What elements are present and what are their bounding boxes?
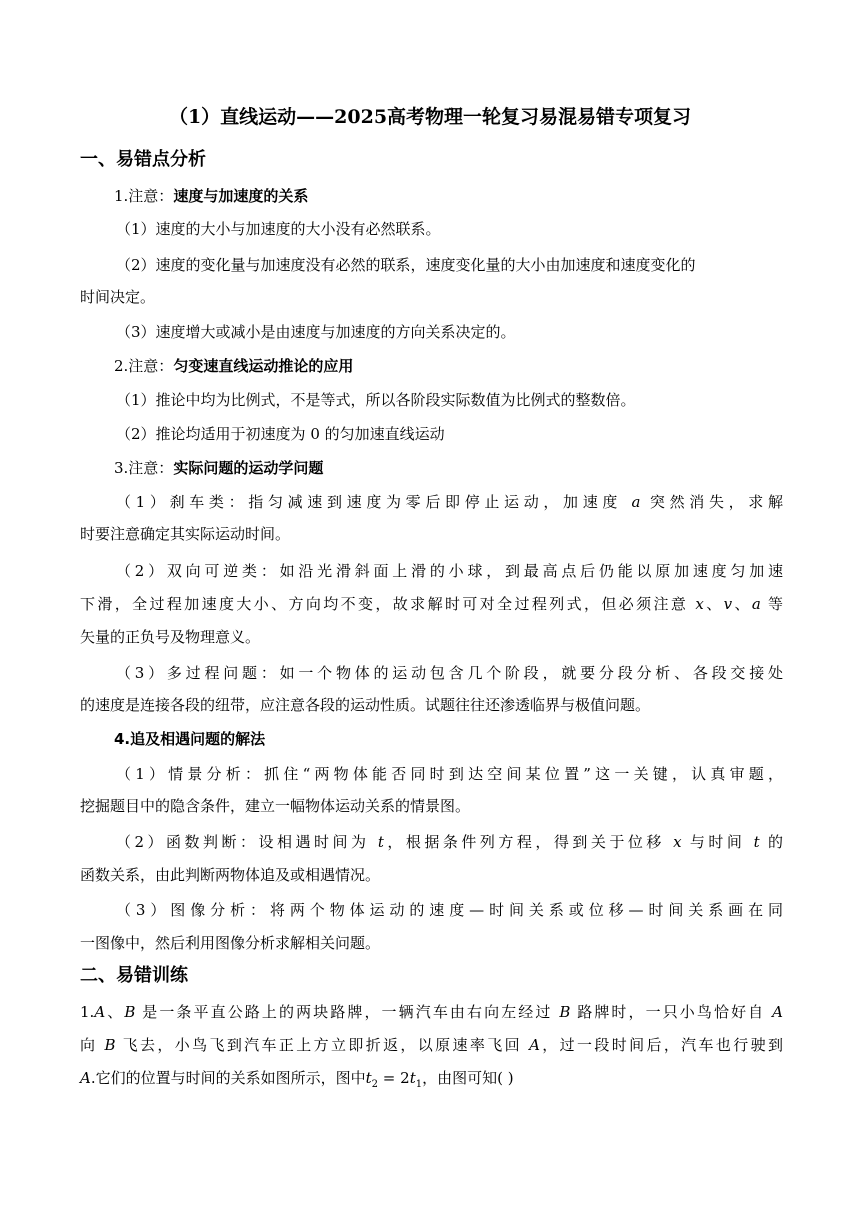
point3-item2: （2）双向可逆类：如沿光滑斜面上滑的小球，到最高点后仍能以原加速度匀加速: [116, 562, 783, 580]
point3-heading: [80, 457, 817, 479]
point2-title: 匀变速直线运动推论的应用: [173, 357, 354, 375]
point3-prefix: 3.注意：: [114, 459, 174, 477]
question1-line2: 向 B 飞去，小鸟飞到汽车正上方立即折返，以原速率飞回 A，过一段时间后，汽车也行驶到: [80, 1036, 783, 1054]
document-title: （1）直线运动——2025高考物理一轮复习易混易错专项复习: [168, 106, 692, 128]
point2-item2: （2）推论均适用于初速度为 0 的匀加速直线运动: [116, 425, 445, 443]
point2-heading: [80, 355, 817, 377]
point4-heading: 4.追及相遇问题的解法: [114, 730, 266, 748]
point3-item1-cont: 时要注意确定其实际运动时间。: [80, 525, 291, 543]
point3-item2-line3: 矢量的正负号及物理意义。: [80, 628, 261, 646]
var-t2: t: [753, 833, 760, 851]
point3-title: 实际问题的运动学问题: [173, 459, 324, 477]
point1-item2: （2）速度的变化量与加速度没有必然的联系，速度变化量的大小由加速度和速度变化的: [116, 256, 696, 274]
point1-item1: （1）速度的大小与加速度的大小没有必然联系。: [116, 220, 441, 238]
point4-item3-cont: 一图像中，然后利用图像分析求解相关问题。: [80, 934, 381, 952]
point4-item3: （3）图像分析：将两个物体运动的速度—时间关系或位移—时间关系画在同: [116, 901, 783, 919]
point4-item1: （1）情景分析：抓住“两物体能否同时到达空间某位置”这一关键，认真审题，: [116, 765, 783, 783]
var-a2: a: [751, 595, 761, 613]
point1-item3: （3）速度增大或减小是由速度与加速度的方向关系决定的。: [116, 323, 516, 341]
question1-line3: A.它们的位置与时间的关系如图所示，图中$t_2 = 2t_1$，由图可知( ): [80, 1069, 514, 1090]
point1-title: 速度与加速度的关系: [173, 187, 309, 205]
var-a: a: [631, 493, 641, 511]
point4-item2: （2）函数判断：设相遇时间为 t，根据条件列方程，得到关于位移 x 与时间 t 的: [116, 833, 783, 851]
var-x: x: [695, 595, 704, 613]
point1-heading: [80, 185, 817, 207]
var-x2: x: [673, 833, 682, 851]
point1-item2-cont: 时间决定。: [80, 288, 156, 306]
question1-line1: 1.A、B 是一条平直公路上的两块路牌，一辆汽车由右向左经过 B 路牌时，一只小鸟恰好自 A: [80, 1003, 783, 1021]
point1-prefix: 1.注意：: [114, 187, 174, 205]
point3-item3-cont: 的速度是连接各段的纽带，应注意各段的运动性质。试题往往还渗透临界与极值问题。: [80, 696, 651, 714]
point2-prefix: 2.注意：: [114, 357, 174, 375]
section-heading-analysis: 一、易错点分析: [80, 149, 206, 170]
point4-item2-cont: 函数关系，由此判断两物体追及或相遇情况。: [80, 866, 381, 884]
var-t: t: [377, 833, 384, 851]
point3-item1: （1）刹车类：指匀减速到速度为零后即停止运动，加速度 a 突然消失，求解: [116, 493, 783, 511]
point4-item1-cont: 挖掘题目中的隐含条件，建立一幅物体运动关系的情景图。: [80, 797, 471, 815]
section-heading-training: 二、易错训练: [80, 965, 188, 986]
point3-item3: （3）多过程问题：如一个物体的运动包含几个阶段，就要分段分析、各段交接处: [116, 664, 783, 682]
point3-item2-line2: 下滑，全过程加速度大小、方向均不变，故求解时可对全过程列式，但必须注意 x、v、a 等: [80, 595, 783, 613]
point2-item1: （1）推论中均为比例式，不是等式，所以各阶段实际数值为比例式的整数倍。: [116, 391, 636, 409]
var-v: v: [723, 595, 733, 613]
equation-t2-2t1: $t_2 = 2t_1$: [365, 1069, 423, 1090]
